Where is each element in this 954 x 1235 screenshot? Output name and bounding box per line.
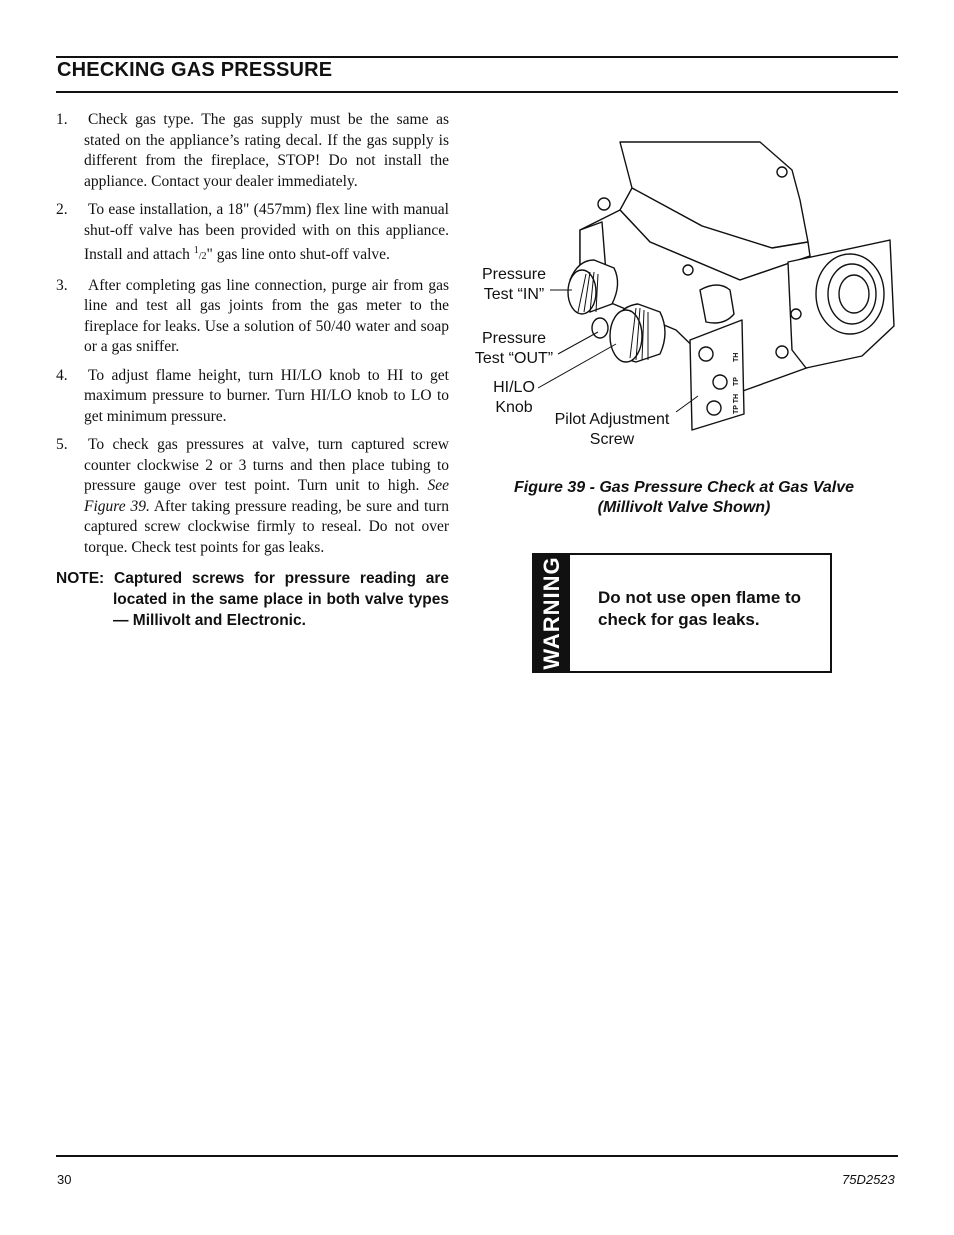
list-item [56,435,449,558]
fraction-numerator: 1 [193,245,199,256]
page-number: 30 [57,1172,72,1187]
figure-reference: See Figure 39. [84,477,449,515]
step-text-b: " gas line onto shut-off valve. [206,246,390,264]
callout-pressure-out: Pressure Test “OUT” [474,330,554,367]
warning-bar [534,555,570,671]
list-item [56,110,449,192]
instructions [56,110,449,631]
step-text: Check gas type. The gas supply must be the same as stated on the appliance’s rating decal. If the gas supply is different from the fireplace, STOP! Do not install the appliance. Contact your dealer immediately. [84,111,449,190]
mount-hole [683,265,693,275]
pilot-screw-boss [700,285,734,323]
warning-label: WARNING [539,556,564,670]
terminal-screw [699,347,713,361]
leader-pressure-out [558,332,598,354]
list-item [56,366,449,428]
figure-caption: Figure 39 - Gas Pressure Check at Gas Valve (Millivolt Valve Shown) [513,479,855,516]
footer-rule [56,1155,898,1157]
mount-hole [777,167,787,177]
step-text: To adjust flame height, turn HI/LO knob to HI to get maximum pressure to burner. Turn HI/LO knob to LO to get minimum pressure. [84,366,449,425]
step-number: 4. [56,366,68,384]
terminal-label-tp: TP [733,377,740,386]
step-text [84,200,449,268]
list-item [56,276,449,358]
hilo-knob-face [610,310,642,362]
step-text-a: To check gas pressures at valve, turn captured screw counter clockwise 2 or 3 turns and then place tubing to pressure gauge over test point. Turn unit to high. [84,436,449,495]
callout-hilo-knob: HI/LO Knob [493,379,535,416]
step-number: 3. [56,276,68,294]
terminal-label-th: TH [733,352,740,362]
terminal-screw [713,375,727,389]
terminal-label-tpth: TP TH [733,393,740,414]
mount-hole [791,309,801,319]
document-number: 75D2523 [842,1172,895,1187]
note-text: Captured screws for pressure reading are located in the same place in both valve types — Millivolt and Electronic. [113,570,449,630]
step-text-b: After taking pressure reading, be sure and turn captured screw clockwise firmly to reseal. Do not over torque. Check test points for gas leaks. [84,497,449,556]
callout-pressure-in: Pressure Test “IN” [481,266,547,303]
warning-box [532,553,832,673]
note [56,568,449,631]
mount-hole [776,346,788,358]
step-text [84,435,449,558]
list-item [56,200,449,268]
step-text: After completing gas line connection, purge air from gas line and test all gas joints from the gas meter to the fireplace for leaks. Use a solution of 50/40 water and soap or a gas sniffer. [84,276,449,356]
fraction-denominator: /2 [198,251,207,263]
terminal-screw [707,401,721,415]
top-rule [56,56,898,58]
step-text-a: To ease installation, a 18" (457mm) flex line with manual shut-off valve has been provided with on this appliance. Install and attach [84,201,449,264]
note-label: NOTE: [56,570,105,588]
warning-text: Do not use open flame to check for gas leaks. [598,588,802,629]
pressure-out-screw [592,318,608,338]
callout-pilot-screw: Pilot Adjustment Screw [554,411,670,448]
step-number: 5. [56,436,68,454]
title-underline [56,91,898,93]
page-title: CHECKING GAS PRESSURE [57,59,333,81]
step-number: 1. [56,111,68,128]
step-number: 2. [56,201,68,218]
mount-hole [598,198,610,210]
outlet-port-inner [839,275,869,313]
